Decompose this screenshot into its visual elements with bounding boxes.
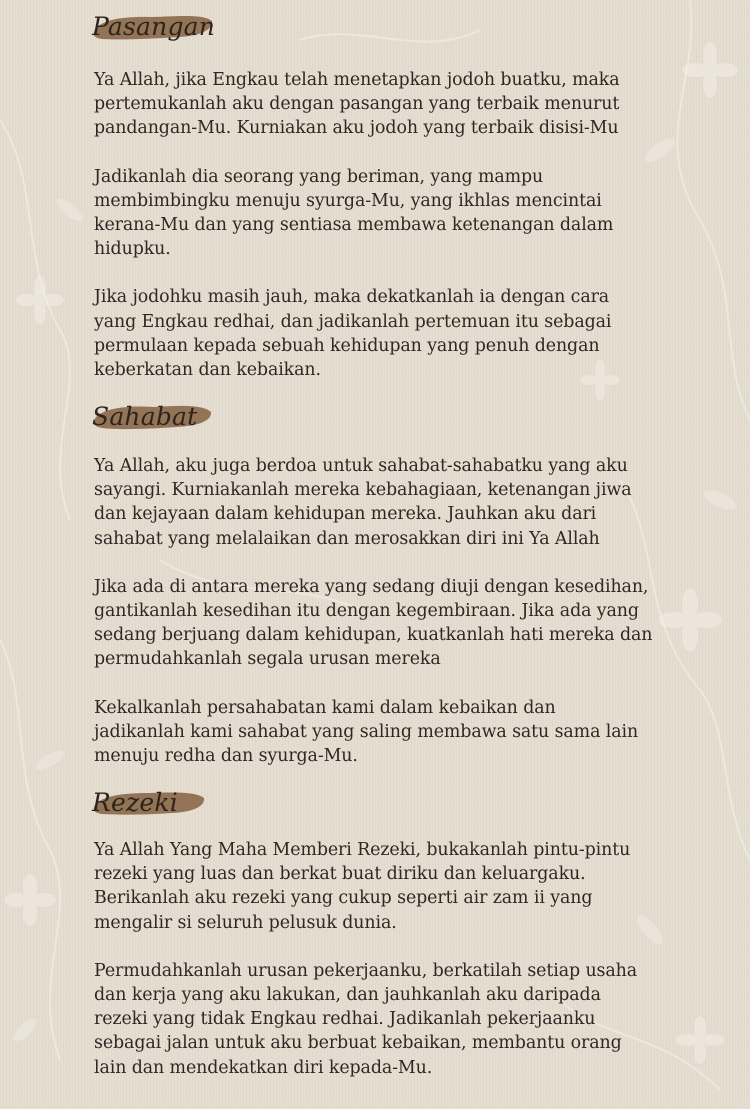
- section-rezeki: [94, 780, 637, 1080]
- paragraph: Jika jodohku masih jauh, maka dekatkanlah ia dengan cara yang Engkau redhai, dan jadikanlah pertemuan itu sebagai permulaan kepada sebuah kehidupan yang penuh dengan keberkatan dan kebaikan.: [94, 287, 612, 381]
- section-heading: [92, 4, 619, 48]
- paragraph: Ya Allah, jika Engkau telah menetapkan jodoh buatku, maka pertemukanlah aku dengan pasangan yang terbaik menurut pandangan-Mu. Kurniakan aku jodoh yang terbaik disisi-Mu: [94, 70, 620, 139]
- paragraph: Ya Allah Yang Maha Memberi Rezeki, bukakanlah pintu-pintu rezeki yang luas dan berkat buat diriku dan keluargaku. Berikanlah aku rezeki yang cukup seperti air zam ii yang mengalir si seluruh pelusuk dunia.: [94, 840, 631, 933]
- section-heading: [92, 394, 652, 438]
- paragraph: Jika ada di antara mereka yang sedang diuji dengan kesedihan, gantikanlah kesedihan itu dengan kegembiraan. Jika ada yang sedang berjuang dalam kehidupan, kuatkanlah hati mereka dan permudahkanlah segala urusan mereka: [94, 576, 653, 670]
- paragraph: Ya Allah, aku juga berdoa untuk sahabat-sahabatku yang aku sayangi. Kurniakanlah mereka kebahagiaan, ketenangan jiwa dan kejayaan dalam kehidupan mereka. Jauhkan aku dari sahabat yang melalaikan dan merosakkan diri ini Ya Allah: [94, 456, 632, 549]
- section-title: Pasangan: [92, 12, 216, 41]
- section-sahabat: [94, 394, 652, 768]
- paragraph: Kekalkanlah persahabatan kami dalam kebaikan dan jadikanlah kami sahabat yang saling membawa satu sama lain menuju redha dan syurga-Mu.: [94, 697, 639, 767]
- paragraph: Permudahkanlah urusan pekerjaanku, berkatilah setiap usaha dan kerja yang aku lakukan, dan jauhkanlah aku daripada rezeki yang tidak Engkau redhai. Jadikanlah pekerjaanku sebagai jalan untuk aku berbuat kebaikan, membantu orang lain dan mendekatkan diri kepada-Mu.: [94, 960, 638, 1078]
- section-heading: [92, 780, 637, 824]
- section-title: Sahabat: [92, 402, 198, 431]
- paragraph: Jadikanlah dia seorang yang beriman, yang mampu membimbingku menuju syurga-Mu, yang ikhlas mencintai kerana-Mu dan yang sentiasa membawa ketenangan dalam hidupku.: [94, 166, 614, 260]
- section-pasangan: [94, 4, 619, 382]
- section-title: Rezeki: [92, 788, 178, 817]
